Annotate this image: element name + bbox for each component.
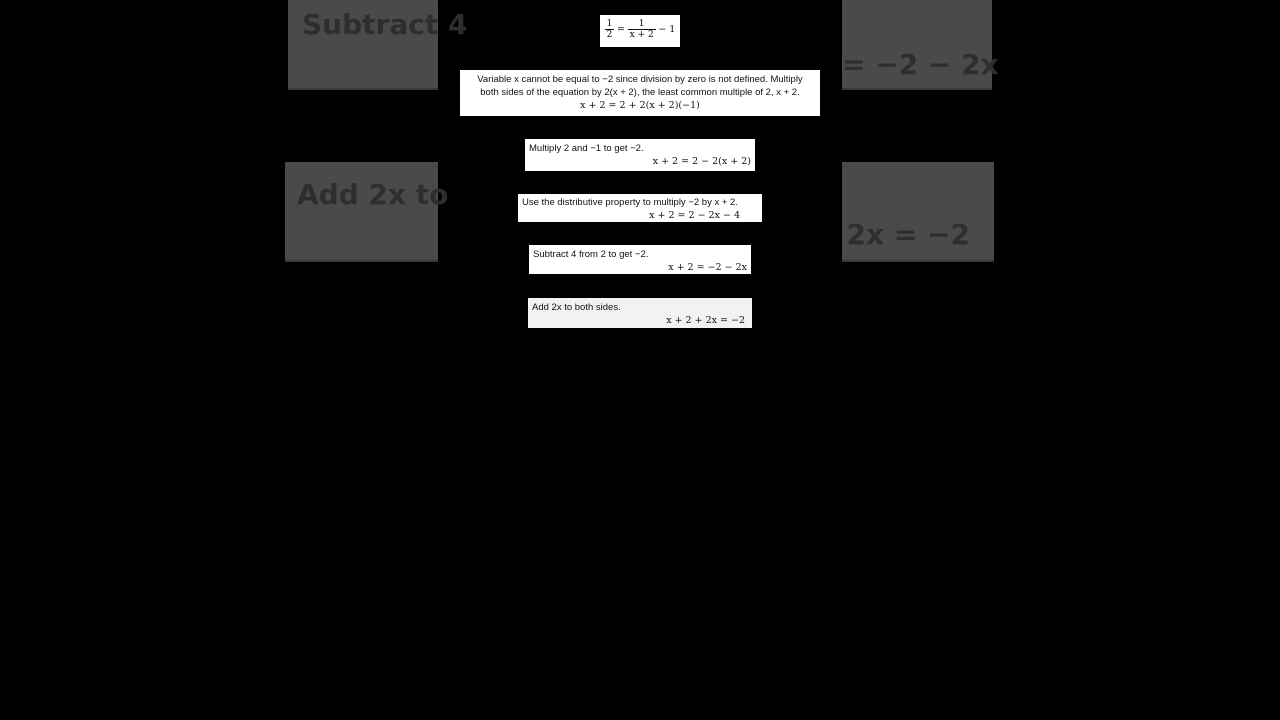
rhs-denominator: x + 2	[629, 30, 654, 40]
lhs-fraction	[605, 19, 615, 40]
lhs-numerator: 1	[606, 19, 613, 29]
equals-sign: =	[617, 24, 625, 36]
background-tile-text: Add 2x to	[297, 178, 449, 211]
background-tile-text: 2x = −2	[846, 218, 970, 251]
step-card-3	[518, 194, 762, 222]
rhs-fraction	[628, 19, 656, 40]
step-text-line: both sides of the equation by 2(x + 2), the least common multiple of 2, x + 2.	[480, 87, 800, 98]
step-text-line: Subtract 4 from 2 to get −2.	[533, 249, 649, 260]
step-equation: x + 2 = 2 − 2(x + 2)	[652, 156, 751, 167]
rhs-tail: − 1	[658, 24, 676, 36]
step-card-4	[529, 245, 751, 274]
rhs-numerator: 1	[628, 19, 656, 30]
step-text-line: Multiply 2 and −1 to get −2.	[529, 143, 644, 154]
step-text-line: Use the distributive property to multiply −2 by x + 2.	[522, 197, 738, 208]
step-equation: x + 2 = 2 − 2x − 4	[649, 210, 740, 221]
step-equation: x + 2 = −2 − 2x	[668, 262, 747, 273]
background-tile-text: = −2 − 2x	[842, 48, 999, 81]
step-text-line: Variable x cannot be equal to −2 since division by zero is not defined. Multiply	[477, 74, 803, 85]
background-tile-bottom-left	[285, 162, 449, 262]
step-card-2	[525, 139, 755, 171]
background-tile-top-right	[842, 0, 999, 90]
step-card-1	[460, 70, 820, 116]
equation-box	[600, 15, 680, 47]
step-equation: x + 2 = 2 + 2(x + 2)(−1)	[580, 100, 700, 111]
step-card-5	[528, 298, 752, 328]
background-tile-top-left	[288, 0, 468, 90]
background-tile-bottom-right	[842, 162, 994, 262]
lhs-denominator: 2	[606, 30, 613, 40]
step-equation: x + 2 + 2x = −2	[666, 315, 745, 326]
step-text-line: Add 2x to both sides.	[532, 302, 621, 313]
background-tile-text: Subtract 4	[302, 8, 468, 41]
